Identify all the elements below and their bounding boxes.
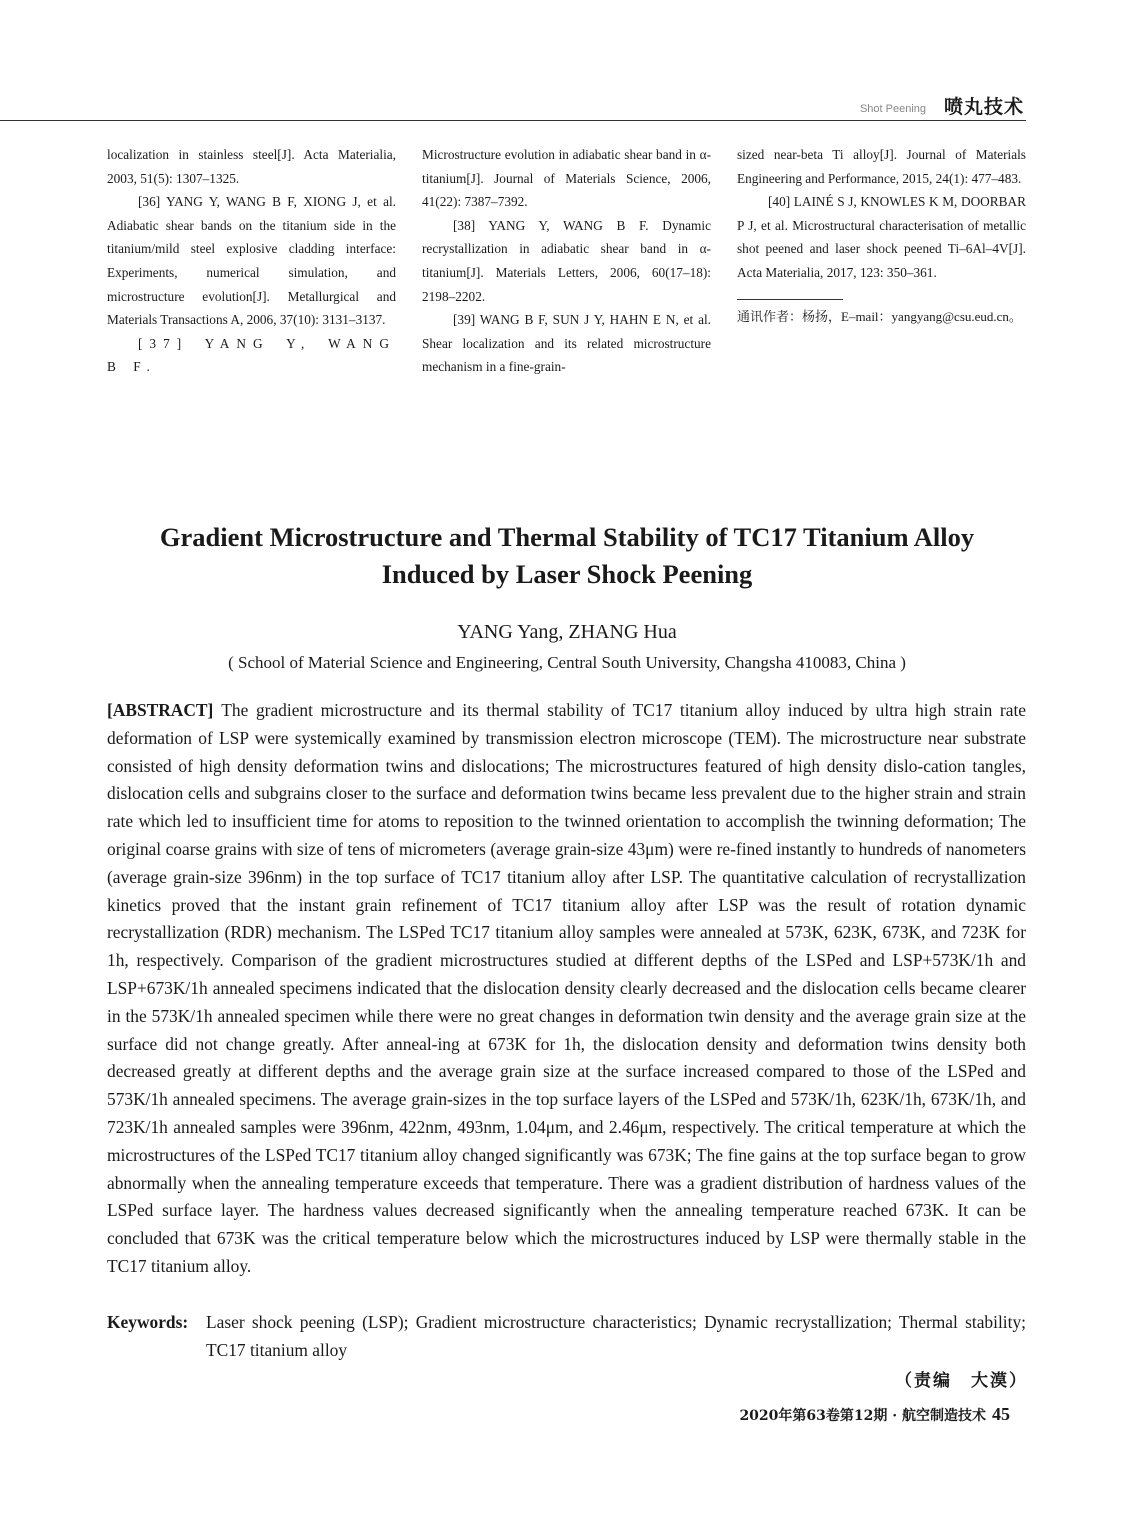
references-column-3: [737, 143, 1026, 379]
page-footer: [739, 1404, 1010, 1425]
references-column-2: [422, 143, 711, 379]
reference-item: [36] YANG Y, WANG B F, XIONG J, et al. Adiabatic shear bands on the titanium side in the titanium/mild steel explosive cladding interface: Experiments, numerical simulation, and microstructure evolution[J]. Metallurgical and Materials Transactions A, 2006, 37(10): 3131–3137.: [107, 194, 396, 328]
reference-item: sized near-beta Ti alloy[J]. Journal of Materials Engineering and Performance, 2015, 24(1): 477–483.: [737, 147, 1026, 186]
article-title-line-1: Gradient Microstructure and Thermal Stability of TC17 Titanium Alloy: [159, 522, 975, 552]
reference-item: [37] YANG Y, WANG B F.: [107, 335, 396, 375]
reference-item: localization in stainless steel[J]. Acta Materialia, 2003, 51(5): 1307–1325.: [107, 147, 396, 186]
section-name-cn: 喷丸技术: [943, 96, 1024, 118]
corresponding-author: 通讯作者：杨扬，E–mail：yangyang@csu.eud.cn。: [737, 308, 1022, 324]
references-block: [107, 143, 1026, 379]
article-title: [100, 519, 1034, 593]
abstract: [107, 697, 1026, 1281]
reference-item: [40] LAINÉ S J, KNOWLES K M, DOORBAR P J, et al. Microstructural characterisation of metallic shot peened and laser shock peened Ti–6Al–4V[J]. Acta Materialia, 2017, 123: 350–361.: [737, 194, 1026, 280]
journal-issue: 2020年第63卷第12期 · 航空制造技术: [739, 1408, 986, 1424]
reference-item: [39] WANG B F, SUN J Y, HAHN E N, et al. Shear localization and its related microstructure mechanism in a fine-grain-: [422, 312, 711, 375]
references-column-1: [107, 143, 396, 379]
keywords-text: Laser shock peening (LSP); Gradient microstructure characteristics; Dynamic recrystallization; Thermal stability; TC17 titanium alloy: [206, 1312, 1026, 1360]
page-number: 45: [992, 1404, 1010, 1424]
abstract-label: [ABSTRACT]: [107, 700, 214, 720]
abstract-text: The gradient microstructure and its thermal stability of TC17 titanium alloy induced by ultra high strain rate deformation of LSP were systemically examined by transmission electron microscope (TEM). The microstructure near substrate consisted of high density deformation twins and dislocations; The microstructures featured of high density dislo-cation tangles, dislocation cells and subgrains closer to the surface and deformation twins became less prevalent due to the higher strain and strain rate which led to insufficient time for atoms to reposition to the twinned orientation to accomplish the twinning deformation; The original coarse grains with size of tens of micrometers (average grain-size 43μm) were re-fined instantly to hundreds of nanometers (average grain-size 396nm) in the top surface of TC17 titanium alloy after LSP. The quantitative calculation of recrystallization kinetics proved that the instant grain refinement of TC17 titanium alloy after LSP was the result of rotation dynamic recrystallization (RDR) mechanism. The LSPed TC17 titanium alloy samples were annealed at 573K, 623K, 673K, and 723K for 1h, respectively. Comparison of the gradient microstructures studied at different depths of the LSPed and LSP+573K/1h and LSP+673K/1h annealed specimens indicated that the dislocation density clearly decreased and the dislocation cells became clearer in the 573K/1h annealed specimen while there were no great changes in deformation twin density and the average grain size at the surface did not change greatly. After anneal-ing at 673K for 1h, the dislocation density and deformation twins density both decreased greatly at different depths and the average grain size at the surface increased compared to those of the LSPed and 573K/1h annealed specimens. The average grain-sizes in the top surface layers of the LSPed and 573K/1h, 623K/1h, 673K/1h, and 723K/1h annealed samples were 396nm, 422nm, 493nm, 1.04μm, and 2.46μm, respectively. The critical temperature at which the microstructures of the LSPed TC17 titanium alloy changed significantly was 673K; The fine gains at the top surface began to grow abnormally when the annealing temperature exceeds that temperature. There was a gradient distribution of hardness values of the LSPed surface layer. The hardness values decreased significantly when the annealing temperature reached 673K. It can be concluded that 673K was the critical temperature below which the microstructures induced by LSP were thermally stable in the TC17 titanium alloy.: [107, 700, 1026, 1276]
article-affiliation: ( School of Material Science and Engineering, Central South University, Changsha 410083, China ): [228, 653, 906, 672]
keywords: [107, 1309, 1026, 1365]
running-header: [0, 90, 1026, 121]
article-title-line-2: Induced by Laser Shock Peening: [381, 559, 753, 589]
editor-credit: （责编 大漠）: [895, 1371, 1028, 1391]
article-authors: YANG Yang, ZHANG Hua: [457, 621, 677, 643]
section-name-en: Shot Peening: [859, 103, 926, 115]
reference-item: Microstructure evolution in adiabatic shear band in α-titanium[J]. Journal of Materials Science, 2006, 41(22): 7387–7392.: [422, 147, 711, 210]
reference-item: [38] YANG Y, WANG B F. Dynamic recrystallization in adiabatic shear band in α-titanium[J]. Materials Letters, 2006, 60(17–18): 2198–2202.: [422, 217, 711, 304]
keywords-label: Keywords:: [107, 1312, 189, 1332]
